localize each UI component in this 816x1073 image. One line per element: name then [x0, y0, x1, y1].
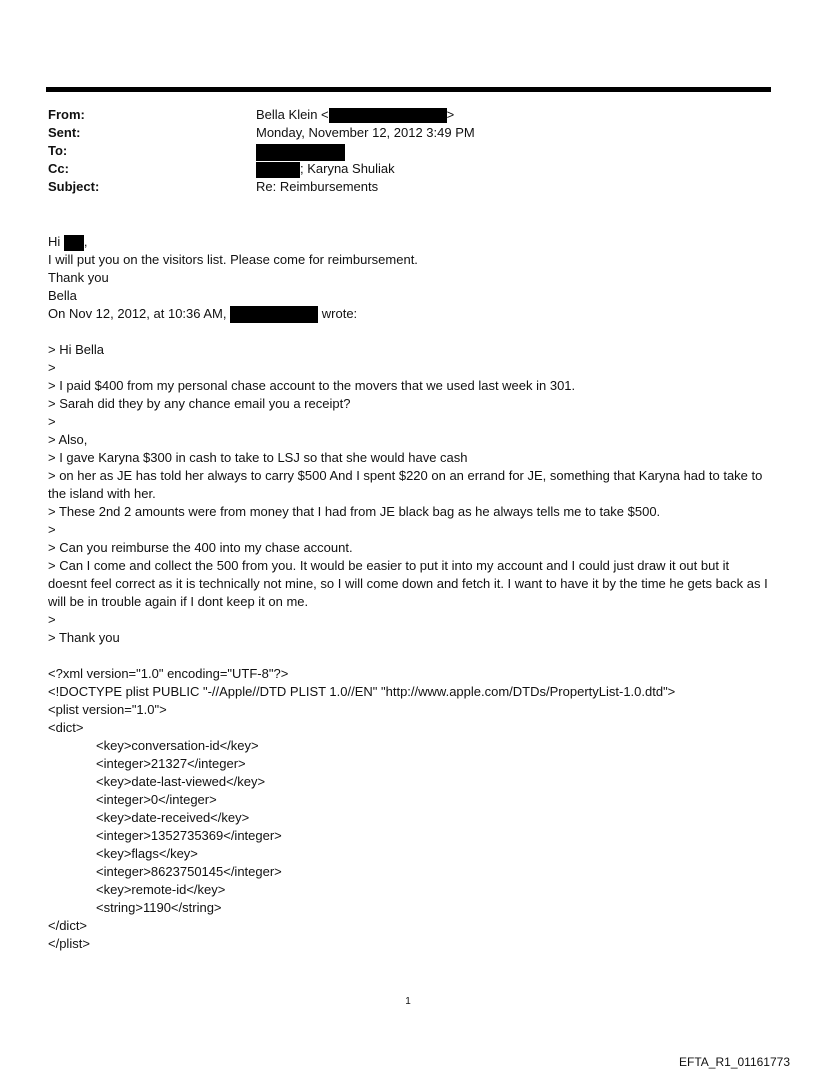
- quoted-line: > Sarah did they by any chance email you a receipt?: [48, 396, 351, 411]
- to-value: [256, 142, 345, 161]
- to-row: [48, 142, 768, 160]
- redaction-block: [64, 235, 84, 251]
- plist-line: <!DOCTYPE plist PUBLIC "-//Apple//DTD PLIST 1.0//EN" "http://www.apple.com/DTDs/PropertyList-1.0.dtd">: [48, 684, 676, 699]
- quoted-line: > Hi Bella: [48, 342, 104, 357]
- plist-line: <key>date-last-viewed</key>: [96, 774, 266, 789]
- quoted-line: > Also,: [48, 432, 88, 447]
- plist-line: <key>conversation-id</key>: [96, 738, 259, 753]
- plist-line: <plist version="1.0">: [48, 702, 167, 717]
- plist-line: </plist>: [48, 936, 90, 951]
- quoted-line: > Thank you: [48, 630, 120, 645]
- greeting-hi: Hi: [48, 234, 61, 249]
- quoted-line: >: [48, 522, 56, 537]
- plist-line: <string>1190</string>: [96, 900, 222, 915]
- redaction-block: [256, 144, 345, 161]
- message-line: Thank you: [48, 270, 109, 285]
- from-name: Bella Klein <: [256, 107, 329, 122]
- sent-value: Monday, November 12, 2012 3:49 PM: [256, 125, 475, 140]
- quoted-line: > Can you reimburse the 400 into my chase account.: [48, 540, 353, 555]
- bates-number: EFTA_R1_01161773: [679, 1055, 790, 1069]
- plist-line: <integer>0</integer>: [96, 792, 217, 807]
- message-line: Bella: [48, 288, 77, 303]
- cc-label: Cc:: [48, 161, 69, 176]
- spacer: [48, 323, 770, 341]
- sent-row: [48, 124, 768, 142]
- to-label: To:: [48, 143, 68, 158]
- redaction-block: [256, 162, 300, 178]
- quoted-line: >: [48, 414, 56, 429]
- quoted-line: >: [48, 612, 56, 627]
- quoted-line: > I paid $400 from my personal chase account to the movers that we used last week in 301.: [48, 378, 576, 393]
- redaction-block: [230, 306, 318, 323]
- email-body: [48, 233, 770, 953]
- cc-value: [256, 160, 395, 178]
- quoted-line: > on her as JE has told her always to carry $500 And I spent $220 on an errand for JE, something that Karyna had to take to the island with her.: [48, 468, 763, 501]
- from-close: >: [446, 107, 455, 122]
- cc-names: ; Karyna Shuliak: [300, 161, 395, 176]
- quote-intro-start: On Nov 12, 2012, at 10:36 AM,: [48, 306, 227, 321]
- quoted-line: > These 2nd 2 amounts were from money that I had from JE black bag as he always tells me to take $500.: [48, 504, 661, 519]
- quote-intro: [48, 305, 770, 323]
- quoted-line: >: [48, 360, 56, 375]
- plist-line: </dict>: [48, 918, 88, 933]
- plist-line: <?xml version="1.0" encoding="UTF-8"?>: [48, 666, 289, 681]
- subject-row: [48, 178, 768, 196]
- header-rule: [46, 87, 771, 92]
- page-number: 1: [405, 996, 411, 1007]
- spacer: [48, 647, 770, 665]
- email-header: [48, 106, 768, 196]
- quoted-line: > Can I come and collect the 500 from you. It would be easier to put it into my account and I could just draw it out but it doesnt feel correct as it is technically not mine, so I will come down and fetch it. I want to have it by the time he gets back as I will be in trouble again if I dont keep it on me.: [48, 558, 768, 609]
- from-value: [256, 106, 454, 124]
- plist-line: <integer>21327</integer>: [96, 756, 246, 771]
- plist-line: <key>date-received</key>: [96, 810, 250, 825]
- sent-label: Sent:: [48, 125, 81, 140]
- from-label: From:: [48, 107, 85, 122]
- subject-label: Subject:: [48, 179, 100, 194]
- plist-line: <key>flags</key>: [96, 846, 198, 861]
- quoted-line: > I gave Karyna $300 in cash to take to LSJ so that she would have cash: [48, 450, 468, 465]
- plist-line: <dict>: [48, 720, 84, 735]
- plist-line: <integer>1352735369</integer>: [96, 828, 282, 843]
- quote-intro-end: wrote:: [321, 306, 358, 321]
- greeting-comma: ,: [83, 234, 88, 249]
- redaction-block: [329, 108, 447, 123]
- subject-value: Re: Reimbursements: [256, 179, 379, 194]
- plist-line: <key>remote-id</key>: [96, 882, 226, 897]
- message-line: I will put you on the visitors list. Please come for reimbursement.: [48, 252, 418, 267]
- greeting-line: [48, 233, 770, 251]
- from-row: [48, 106, 768, 124]
- cc-row: [48, 160, 768, 178]
- plist-line: <integer>8623750145</integer>: [96, 864, 282, 879]
